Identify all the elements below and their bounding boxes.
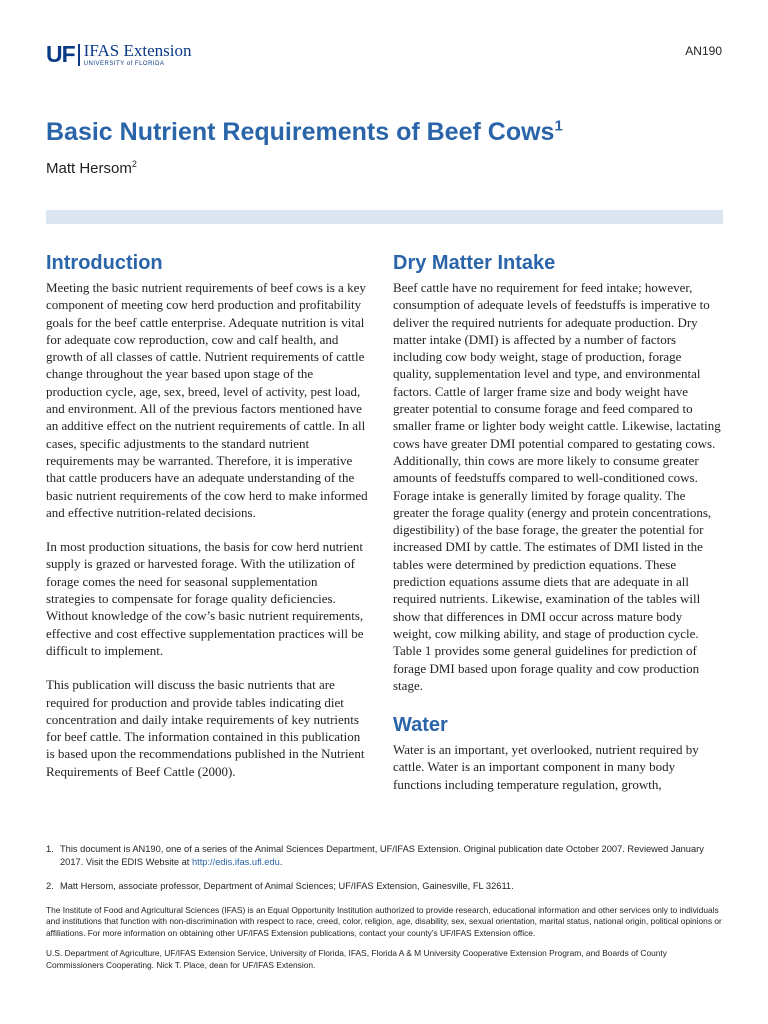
- page-title: [46, 118, 726, 147]
- logo-divider: [78, 44, 80, 66]
- footnote-2-text: Matt Hersom, associate professor, Department of Animal Sciences; UF/IFAS Extension, Gainesville, FL 32611.: [60, 881, 514, 891]
- logo-wordmark: [84, 42, 192, 68]
- left-column: [46, 250, 368, 797]
- title-text: Basic Nutrient Requirements of Beef Cows: [46, 118, 555, 146]
- footnote-1-end: .: [279, 856, 283, 867]
- footnote-1: [46, 843, 726, 868]
- footnote-1-body: [60, 843, 726, 868]
- edis-website-link[interactable]: http://edis.ifas.ufl.edu: [191, 856, 280, 867]
- title-footnote-ref[interactable]: 1: [554, 117, 563, 135]
- footnote-1-number: 1.: [46, 844, 54, 854]
- logo-university: UNIVERSITY of FLORIDA: [83, 61, 165, 67]
- title-divider-bar: [46, 210, 723, 224]
- logo-ifas-extension: IFAS Extension: [83, 41, 192, 60]
- author: [46, 160, 137, 177]
- author-footnote-ref[interactable]: 2: [131, 159, 137, 169]
- document-id: AN190: [685, 44, 722, 58]
- equal-opportunity-disclaimer: The Institute of Food and Agricultural Sciences (IFAS) is an Equal Opportunity Institution authorized to provide research, educational information and other services only to individuals and institutions that function with non-discrimination with respect to race, creed, color, religion, age, disability, sex, sexual orientation, marital status, national origin, political opinions or affiliations. For more information on obtaining other UF/IFAS Extension publications, contact your county’s UF/IFAS Extension office.: [46, 904, 722, 938]
- logo-uf-mark: UF: [46, 41, 75, 67]
- water-heading: Water: [393, 714, 448, 737]
- introduction-paragraph-1: Meeting the basic nutrient requirements of beef cows is a key component of meeting cow herd production and profitability goals for the beef cattle enterprise. Adequate nutrition is vital for adequate cow reproduction, cow and calf health, and growth of all classes of cattle. Nutrient requirements of cattle change throughout the year based upon stage of the production cycle, age, sex, breed, level of activity, pest load, and environment. All of the previous factors mentioned have an additive effect on the nutrient requirements of cattle. In all cases, specific adjustments to the standard nutrient requirements may be warranted. Therefore, it is imperative that cattle producers have an adequate understanding of the basic nutrient requirements of the cow herd to make informed and effective nutrition-related decisions.: [46, 280, 368, 520]
- dry-matter-intake-paragraph: Beef cattle have no requirement for feed intake; however, consumption of adequate levels of feedstuffs is imperative to deliver the required nutrients for adequate production. Dry matter intake (DMI) is affected by a number of factors including cow body weight, stage of production, forage quality, supplementation level and type, and environmental factors. Cattle of larger frame size and body weight have greater potential to consume forage and feed compared to smaller frame or lighter body weight cattle. Likewise, lactating cows have greater DMI potential compared to gestating cows. Additionally, thin cows are more likely to consume greater amounts of feedstuffs compared to well-conditioned cows. Forage intake is generally limited by forage quality. The greater the forage quality (energy and protein concentrations, digestibility) of the base forage, the greater the potential for increased DMI by cattle. The estimates of DMI listed in the tables were determined by prediction equations. These prediction equations assume diets that are adequate in all required nutrients. Likewise, examination of the tables will show that differences in DMI occur across mature body weight, cow milking ability, and stage of production cycle. Table 1 provides some general guidelines for prediction of forage DMI based upon forage quality and cow production stage.: [393, 280, 721, 693]
- dry-matter-intake-heading: Dry Matter Intake: [393, 252, 556, 274]
- footnote-2-number: 2.: [46, 881, 54, 891]
- introduction-heading: Introduction: [46, 252, 163, 274]
- footnotes: [46, 843, 726, 980]
- author-name: Matt Hersom: [46, 160, 132, 177]
- footnote-1-text: This document is AN190, one of a series of the Animal Sciences Department, UF/IFAS Extension. Original publication date October 2007. Reviewed January 2017. Visit the EDIS Website at: [60, 844, 704, 867]
- water-paragraph: Water is an important, yet overlooked, nutrient required by cattle. Water is an important component in many body functions including temperature regulation, growth,: [393, 742, 699, 792]
- header: [46, 42, 192, 72]
- footnote-2: [46, 880, 726, 893]
- usda-statement: U.S. Department of Agriculture, UF/IFAS Extension Service, University of Florida, IFAS, Florida A & M University Cooperative Extension Program, and Boards of County Commissioners Cooperating. Nick T. Place, dean for UF/IFAS Extension.: [46, 948, 667, 970]
- introduction-paragraph-3: This publication will discuss the basic nutrients that are required for production and provide tables indicating diet concentration and daily intake requirements of key nutrients for beef cattle. The information contained in this publication is based upon the recommendations published in the Nutrient Requirements of Beef Cattle (2000).: [46, 677, 365, 779]
- right-column: [393, 250, 723, 810]
- introduction-paragraph-2: In most production situations, the basis for cow herd nutrient supply is grazed or harvested forage. With the utilization of forage comes the need for seasonal supplementation strategies to compensate for forage quality deficiencies. Without knowledge of the cow’s basic nutrient requirements, effective and cost effective supplementation practices will be difficult to implement.: [46, 539, 364, 658]
- uf-ifas-logo[interactable]: [46, 42, 192, 68]
